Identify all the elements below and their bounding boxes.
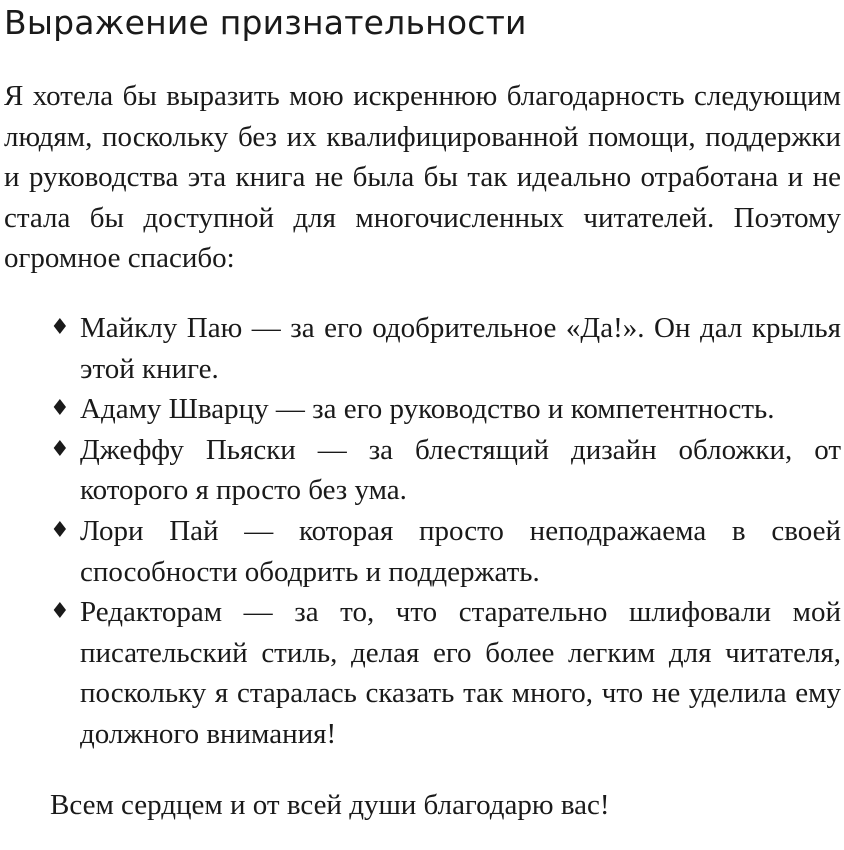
diamond-bullet-icon: ♦	[50, 396, 70, 422]
acknowledgement-list	[4, 308, 841, 755]
list-item	[50, 389, 841, 430]
page-title: Выражение признательности	[4, 3, 527, 42]
list-item	[50, 308, 841, 389]
diamond-bullet-icon: ♦	[50, 314, 70, 340]
list-item-text: Адаму Шварцу — за его руководство и компетентность.	[80, 393, 775, 426]
list-item-text: Лори Пай — которая просто неподражаема в своей способности ободрить и поддержать.	[80, 514, 841, 588]
diamond-bullet-icon: ♦	[50, 517, 70, 543]
list-item-text: Майклу Паю — за его одобрительное «Да!». Он дал крылья этой книге.	[80, 311, 841, 385]
diamond-bullet-icon: ♦	[50, 599, 70, 625]
closing-line: Всем сердцем и от всей души благодарю вас!	[50, 788, 610, 821]
intro-paragraph: Я хотела бы выразить мою искреннюю благодарность следующим людям, поскольку без их квалифицированной помощи, поддержки и руководства эта книга не была бы так идеально отработана и не стала бы доступной для многочисленных читателей. Поэтому огромное спасибо:	[4, 80, 841, 275]
list-item	[50, 511, 841, 592]
list-item-text: Редакторам — за то, что старательно шлифовали мой писательский стиль, делая его более легким для читателя, поскольку я старалась сказать так много, что не уделила ему должного внимания!	[80, 596, 841, 750]
diamond-bullet-icon: ♦	[50, 436, 70, 462]
list-item	[50, 430, 841, 511]
list-item-text: Джеффу Пьяски — за блестящий дизайн обложки, от которого я просто без ума.	[80, 433, 841, 507]
list-item	[50, 592, 841, 754]
